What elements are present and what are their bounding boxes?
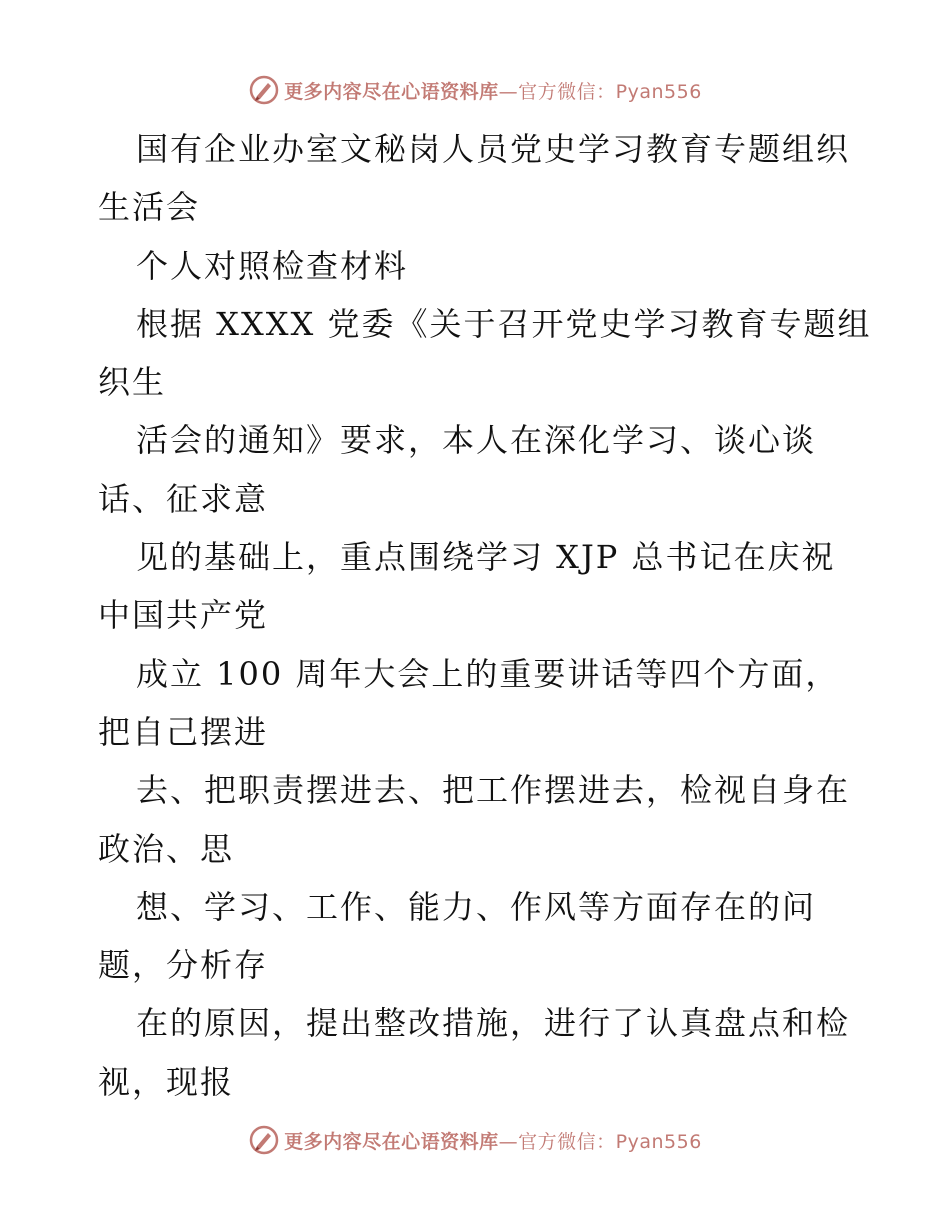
- footer-watermark: [0, 1120, 950, 1160]
- title-line-wrap: 生活会: [98, 188, 201, 227]
- footer-text: 更多内容尽在心语资料库—官方微信：Pyan556: [284, 1130, 702, 1153]
- subtitle-line: 个人对照检查材料: [136, 246, 409, 285]
- pen-logo-icon: [248, 74, 280, 106]
- paragraph-line-wrap: 视，现报: [98, 1062, 235, 1101]
- paragraph-line: 在的原因，提出整改措施，进行了认真盘点和检: [136, 1004, 851, 1043]
- header-text: 更多内容尽在心语资料库—官方微信：Pyan556: [284, 80, 702, 103]
- paragraph-line: 根据 XXXX 党委《关于召开党史学习教育专题组: [136, 304, 872, 343]
- title-line: 国有企业办室文秘岗人员党史学习教育专题组织: [136, 130, 851, 168]
- paragraph-line-wrap: 把自己摆进: [98, 712, 269, 751]
- paragraph-line: 见的基础上，重点围绕学习 XJP 总书记在庆祝: [136, 538, 836, 577]
- paragraph-line: 想、学习、工作、能力、作风等方面存在的问: [136, 887, 817, 926]
- document-body: [98, 120, 872, 1111]
- paragraph-line: 活会的通知》要求，本人在深化学习、谈心谈: [136, 421, 817, 460]
- paragraph-line-wrap: 话、征求意: [98, 479, 269, 518]
- paragraph-line-wrap: 织生: [98, 363, 167, 402]
- paragraph-line-wrap: 中国共产党: [98, 596, 269, 635]
- pen-logo-icon: [248, 1124, 280, 1156]
- header-watermark: [0, 70, 950, 110]
- paragraph-line-wrap: 题，分析存: [98, 946, 269, 985]
- paragraph-line: 成立 100 周年大会上的重要讲话等四个方面，: [136, 654, 840, 693]
- paragraph-line: 去、把职责摆进去、把工作摆进去，检视自身在: [136, 771, 851, 810]
- paragraph-line-wrap: 政治、思: [98, 829, 235, 868]
